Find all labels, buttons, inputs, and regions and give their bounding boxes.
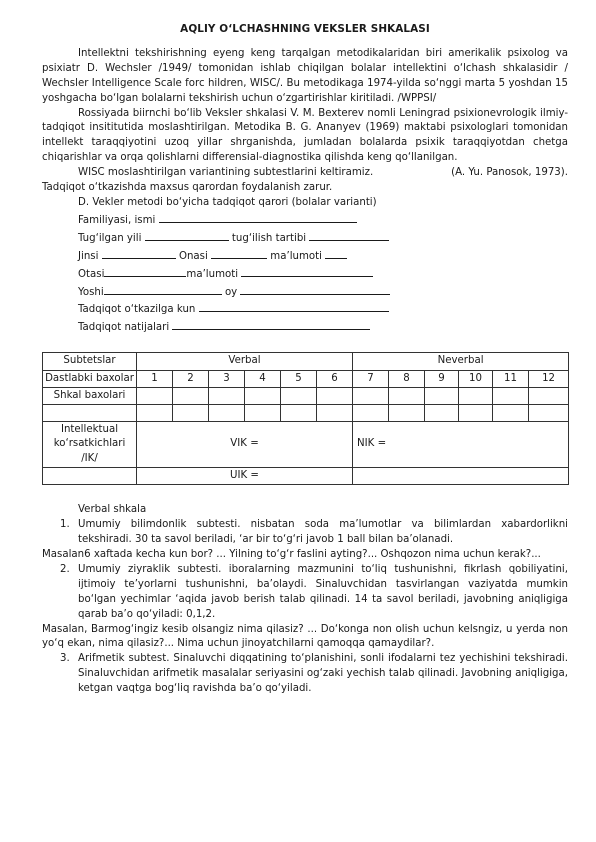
empty-cell[interactable] <box>389 405 425 422</box>
jinsi-label: Jinsi <box>78 250 99 262</box>
subtest-number: 4 <box>245 370 281 387</box>
onasi-label: Onasi <box>178 250 208 262</box>
oy-label: oy <box>224 286 238 298</box>
table-row <box>43 405 569 422</box>
verbal-section <box>42 503 568 697</box>
empty-cell[interactable] <box>529 405 569 422</box>
list-number: 1. <box>60 519 70 531</box>
score-cell[interactable] <box>529 387 569 404</box>
shkal-label: Shkal baxolari <box>43 387 137 404</box>
subtest-number: 10 <box>459 370 493 387</box>
jinsi-field[interactable] <box>102 247 176 259</box>
table-row <box>43 370 569 387</box>
subtest-number: 12 <box>529 370 569 387</box>
list-text: Arifmetik subtest. Sinaluvchi diqqatining to‘planishini, sonli ifodalarni tez yechishini tekshiradi. Sinaluvchidan arifmetik masalalar seriyasini og‘zaki yechish talab qilinadi. Javobning aniqligiga, ketgan vaqtga bog‘liq ravishda ba’o qo‘yiladi. <box>78 653 568 695</box>
document-title: AQLIY O‘LCHASHNING VEKSLER SHKALASI <box>180 23 430 35</box>
example-paragraph: Masalan6 xaftada kecha kun bor? ... Yilning to‘g‘r faslini ayting?... Oshqozon nima uchun kerak?... <box>42 549 541 561</box>
empty-cell[interactable] <box>425 405 459 422</box>
onasi-malumoti-field[interactable] <box>325 247 347 259</box>
subtest-number: 7 <box>353 370 389 387</box>
verbal-header: Verbal <box>137 353 353 370</box>
example-paragraph: Masalan, Barmog‘ingiz kesib olsangiz nima qilasiz? ... Do‘konga non olish uchun kelsngiz, u yerda non yo‘q ekan, nima qilasiz?... Nima uchun jinoyatchilarni qamoqqa qamaydilar?. <box>42 623 568 650</box>
subtest-number: 6 <box>317 370 353 387</box>
natijalari-field[interactable] <box>172 318 370 330</box>
verbal-heading: Verbal shkala <box>78 504 147 516</box>
subtest-number: 3 <box>209 370 245 387</box>
tugilgan-field[interactable] <box>145 229 229 241</box>
score-cell[interactable] <box>425 387 459 404</box>
form-row-otasi <box>42 265 568 283</box>
empty-cell[interactable] <box>353 468 569 485</box>
score-cell[interactable] <box>281 387 317 404</box>
subtest-number: 9 <box>425 370 459 387</box>
score-cell[interactable] <box>245 387 281 404</box>
empty-cell[interactable] <box>353 405 389 422</box>
form-row-yoshi <box>42 283 568 301</box>
subtest-number: 8 <box>389 370 425 387</box>
kun-field[interactable] <box>199 300 389 312</box>
table-row <box>43 353 569 370</box>
empty-cell <box>43 468 137 485</box>
empty-cell[interactable] <box>43 405 137 422</box>
tugilish-field[interactable] <box>309 229 389 241</box>
empty-cell[interactable] <box>281 405 317 422</box>
score-cell[interactable] <box>317 387 353 404</box>
score-cell[interactable] <box>209 387 245 404</box>
otasi-field[interactable] <box>104 265 186 277</box>
list-number: 2. <box>60 563 70 575</box>
otasi-malumoti-label: ma’lumoti <box>186 268 239 280</box>
subtest-number: 1 <box>137 370 173 387</box>
list-item <box>42 518 568 548</box>
uik-cell[interactable]: UIK = <box>137 468 353 485</box>
intro-paragraph-1: Intellektni tekshirishning eyeng keng tarqalgan metodikalaridan biri amerikalik psixolog va psixiatr D. Wechsler /1949/ tomonidan ishlab chiqilgan bolalar intellektini o‘lchash shkalasidir / Wechsler Intelligence Scale forc hildren, WISC/. Bu metodikaga 1974-yilda so‘nggi marta 5 yoshdan 15 yoshgacha bo‘lgan bolalarni tekshirish uchun o‘zgartirishlar kiritiladi. /WPPSI/ <box>42 47 568 104</box>
empty-cell[interactable] <box>317 405 353 422</box>
table-row <box>43 387 569 404</box>
score-cell[interactable] <box>459 387 493 404</box>
intellektual-label: Intellektual ko‘rsatkichlari /IK/ <box>43 422 137 468</box>
form-row-natijalari <box>42 318 568 336</box>
yoshi-label: Yoshi <box>78 286 104 298</box>
empty-cell[interactable] <box>245 405 281 422</box>
document-page <box>42 22 568 697</box>
intro-paragraph-2: Rossiyada biirnchi bo‘lib Veksler shkalasi V. M. Bexterev nomli Leningrad psixionevrologik ilmiy-tadqiqot insititutida moslashtirilgan. Metodika B. G. Ananyev (1969) maktabi psixologlari tomonidan intellekt taraqqiyotini uzoq yillar shrganishda, jumladan bolalarda psixik taraqqiyotdan chetga chiqarishlar va orqa qolishlarni differensial-diagnostika qilishda keng qo‘llanilgan. <box>42 107 568 164</box>
form-row-jinsi <box>42 247 568 265</box>
form-row-tugilgan <box>42 229 568 247</box>
score-cell[interactable] <box>389 387 425 404</box>
score-cell[interactable] <box>173 387 209 404</box>
table-row <box>43 468 569 485</box>
empty-cell[interactable] <box>209 405 245 422</box>
subtest-number: 11 <box>493 370 529 387</box>
empty-cell[interactable] <box>493 405 529 422</box>
form-row-kun <box>42 300 568 318</box>
oy-field[interactable] <box>240 283 390 295</box>
list-item <box>42 652 568 697</box>
tugilgan-label: Tug‘ilgan yili <box>78 232 142 244</box>
table-row <box>43 422 569 468</box>
tugilish-label: tug‘ilish tartibi <box>231 232 307 244</box>
list-text: Umumiy bilimdonlik subtesti. nisbatan soda ma’lumotlar va bilimlardan xabardorlikni tekshiradi. 30 ta savol beriladi, ‘ar bir to‘g‘ri javob 1 ball bilan ba’olanadi. <box>78 519 568 546</box>
otasi-malumoti-field[interactable] <box>241 265 373 277</box>
subtest-number: 2 <box>173 370 209 387</box>
form-heading: D. Vekler metodi bo‘yicha tadqiqot qarori (bolalar varianti) <box>78 196 377 208</box>
wisc-line-continued: Tadqiqot o‘tkazishda maxsus qarordan foydalanish zarur. <box>42 182 333 194</box>
subtestlar-header: Subtetslar <box>43 353 137 370</box>
wisc-line-left: WISC moslashtirilgan variantining subtestlarini keltiramiz. <box>78 167 374 179</box>
yoshi-field[interactable] <box>104 283 222 295</box>
score-cell[interactable] <box>493 387 529 404</box>
empty-cell[interactable] <box>459 405 493 422</box>
list-text: Umumiy ziyraklik subtesti. iboralarning mazmunini to‘liq tushunishni, fikrlash qobiliyatini, ijtimoiy te’yorlarni tushunishni, ba’olaydi. Sinaluvchidan tasvirlangan vaziyatda mumkin bo‘lgan yechimlar ‘aqida javob berish talab qilinadi. 14 ta savol beriladi, javobning aniqligiga qarab ba’o qo‘yiladi: 0,1,2. <box>78 563 568 620</box>
otasi-label: Otasi <box>78 268 105 280</box>
natijalari-label: Tadqiqot natijalari <box>78 322 170 334</box>
dastlabki-label: Dastlabki baxolar <box>43 370 137 387</box>
list-item <box>42 563 568 623</box>
form-row-familiya <box>42 211 568 229</box>
onasi-malumoti-label: ma’lumoti <box>270 250 322 262</box>
research-form <box>42 196 568 336</box>
vik-cell[interactable]: VIK = <box>137 422 353 468</box>
onasi-field[interactable] <box>211 247 267 259</box>
wisc-line <box>42 166 568 181</box>
wisc-citation: (A. Yu. Panosok, 1973). <box>451 167 568 179</box>
score-cell[interactable] <box>137 387 173 404</box>
list-number: 3. <box>60 653 70 665</box>
familiya-field[interactable] <box>159 211 357 223</box>
nik-cell[interactable]: NIK = <box>353 422 569 468</box>
neverbal-header: Neverbal <box>353 353 569 370</box>
familiya-label: Familiyasi, ismi <box>78 214 156 226</box>
kun-label: Tadqiqot o‘tkazilga kun <box>78 304 196 316</box>
results-table <box>42 352 569 485</box>
subtest-number: 5 <box>281 370 317 387</box>
empty-cell[interactable] <box>137 405 173 422</box>
score-cell[interactable] <box>353 387 389 404</box>
empty-cell[interactable] <box>173 405 209 422</box>
